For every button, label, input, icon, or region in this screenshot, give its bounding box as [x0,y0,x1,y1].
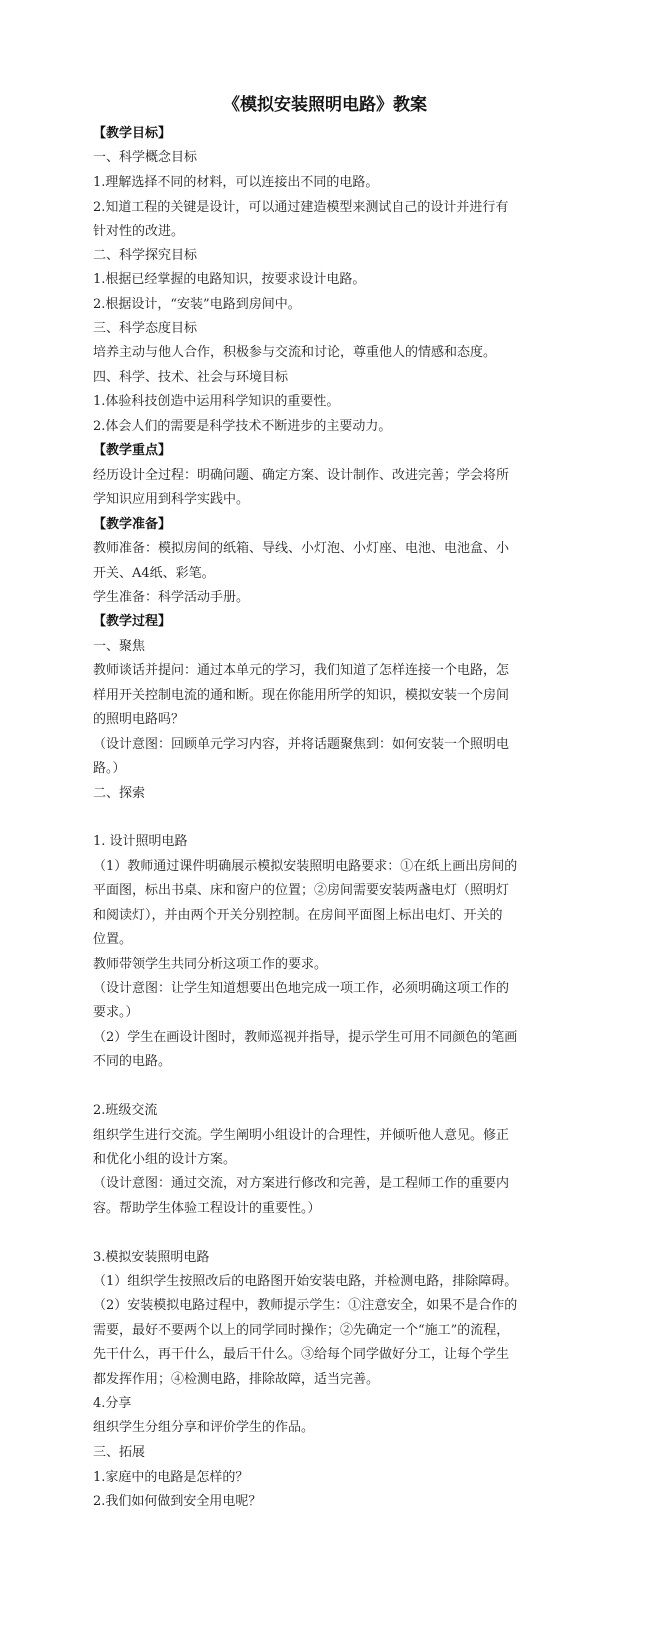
document-title: 《模拟安装照明电路》教案 [223,95,427,115]
text-line: 组织学生进行交流。学生阐明小组设计的合理性，并倾听他人意见。修正 [93,1128,510,1143]
text-line: 2.根据设计，“安装”电路到房间中。 [93,297,301,312]
text-line: 教师谈话并提问：通过本单元的学习，我们知道了怎样连接一个电路，怎 [93,663,510,678]
text-line: 路。） [93,761,126,776]
text-line: 三、科学态度目标 [93,321,198,336]
section-heading: 【教学目标】 [93,126,172,141]
text-line: （设计意图：回顾单元学习内容，并将话题聚焦到：如何安装一个照明电 [93,737,510,752]
text-line: 平面图，标出书桌、床和窗户的位置；②房间需要安装两盏电灯（照明灯 [93,883,510,898]
text-line: 学知识应用到科学实践中。 [93,492,250,507]
text-line: 2.我们如何做到安全用电呢？ [93,1494,262,1509]
text-line: 需要，最好不要两个以上的同学同时操作；②先确定一个“施工”的流程， [93,1323,510,1338]
text-line: 教师准备：模拟房间的纸箱、导线、小灯泡、小灯座、电池、电池盒、小 [93,541,510,556]
text-line: 四、科学、技术、社会与环境目标 [93,370,289,385]
text-line: 4.分享 [93,1396,132,1411]
text-line: 教师带领学生共同分析这项工作的要求。 [93,957,328,972]
text-line: （1）组织学生按照改后的电路图开始安装电路，并检测电路，排除障碍。 [93,1274,518,1289]
text-line: 经历设计全过程：明确问题、确定方案、设计制作、改进完善；学会将所 [93,468,510,483]
text-line: 二、探索 [93,786,146,801]
text-line: 二、科学探究目标 [93,248,198,263]
text-line: 不同的电路。 [93,1054,172,1069]
text-line: 要求。） [93,1005,139,1020]
text-line: 和阅读灯），并由两个开关分别控制。在房间平面图上标出电灯、开关的 [93,908,503,923]
text-line: 的照明电路吗？ [93,712,185,727]
text-line: 3.模拟安装照明电路 [93,1250,210,1265]
text-line: 培养主动与他人合作，积极参与交流和讨论，尊重他人的情感和态度。 [93,345,497,360]
text-line: 一、聚焦 [93,639,146,654]
text-line: 三、拓展 [93,1445,146,1460]
text-line: （2）学生在画设计图时，教师巡视并指导，提示学生可用不同颜色的笔画 [93,1030,518,1045]
text-line: 1.理解选择不同的材料，可以连接出不同的电路。 [93,175,379,190]
text-line: 开关、A4纸、彩笔。 [93,566,215,581]
text-line: 先干什么，再干什么，最后干什么。③给每个同学做好分工，让每个学生 [93,1347,510,1362]
text-line: （设计意图：通过交流，对方案进行修改和完善，是工程师工作的重要内 [93,1176,510,1191]
text-line: 一、科学概念目标 [93,150,198,165]
text-line: 都发挥作用；④检测电路，排除故障，适当完善。 [93,1372,380,1387]
text-line: 学生准备：科学活动手册。 [93,590,250,605]
text-line: 1. 设计照明电路 [93,834,188,849]
text-line: 组织学生分组分享和评价学生的作品。 [93,1420,315,1435]
text-line: 样用开关控制电流的通和断。现在你能用所学的知识，模拟安装一个房间 [93,688,510,703]
text-line: （1）教师通过课件明确展示模拟安装照明电路要求：①在纸上画出房间的 [93,859,518,874]
text-line: 2.知道工程的关键是设计，可以通过建造模型来测试自己的设计并进行有 [93,200,509,215]
text-line: 位置。 [93,932,133,947]
text-line: 容。帮助学生体验工程设计的重要性。） [93,1201,321,1216]
text-line: 2.班级交流 [93,1103,158,1118]
text-line: 1.根据已经掌握的电路知识，按要求设计电路。 [93,272,366,287]
text-line: 和优化小组的设计方案。 [93,1152,237,1167]
section-heading: 【教学过程】 [93,614,172,629]
text-line: 2.体会人们的需要是科学技术不断进步的主要动力。 [93,419,392,434]
section-heading: 【教学准备】 [93,517,172,532]
section-heading: 【教学重点】 [93,443,172,458]
text-line: 1.体验科技创造中运用科学知识的重要性。 [93,394,340,409]
text-line: 针对性的改进。 [93,224,185,239]
text-line: 1.家庭中的电路是怎样的？ [93,1470,249,1485]
text-line: （设计意图：让学生知道想要出色地完成一项工作，必须明确这项工作的 [93,981,510,996]
text-line: （2）安装模拟电路过程中，教师提示学生：①注意安全，如果不是合作的 [93,1298,518,1313]
